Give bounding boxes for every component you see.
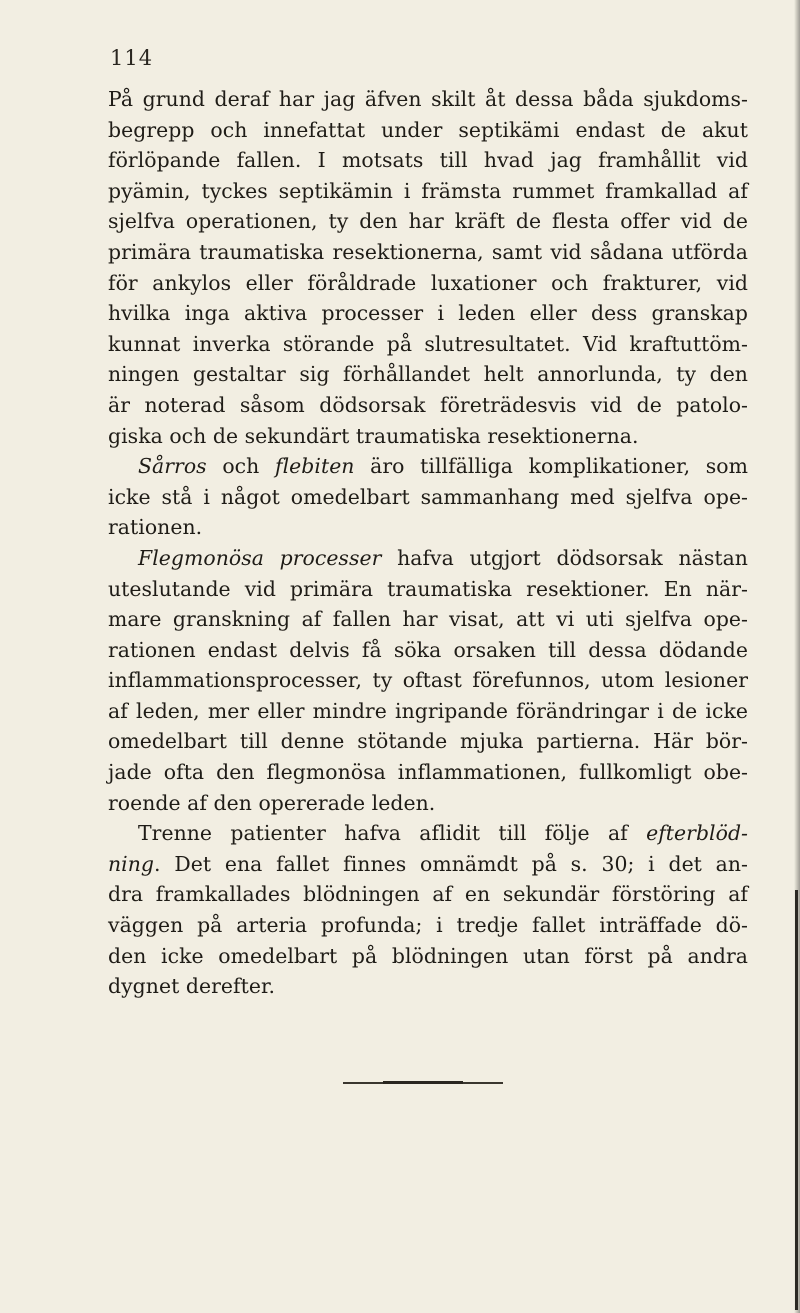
italic-term: flebiten [274,454,355,479]
text-line: På grund deraf har jag äfven skilt åt dessa båda sjukdoms- [108,87,748,111]
text-fragment: Trenne patienter hafva aflidit till följe af [138,821,647,846]
text-line: jade ofta den flegmonösa inflammationen, fullkomligt obe- [108,760,748,785]
text-line: den icke omedelbart på blödningen utan först på andra [108,943,748,968]
text-fragment: äro tillfälliga komplikationer, som [354,454,748,479]
italic-term: Flegmonösa processer [138,545,382,570]
text-fragment: hafva utgjort dödsorsak nästan [381,545,748,570]
text-line: primära traumatiska resektionerna, samt vid sådana utförda [108,239,748,264]
text-line [108,818,748,849]
body-text [108,84,748,1002]
text-line: icke stå i något omedelbart sammanhang med sjelfva ope- [108,484,748,509]
text-line: uteslutande vid primära traumatiska resektioner. En när- [108,576,748,601]
section-divider-rule [343,1082,503,1084]
page-number: 114 [110,46,154,70]
text-line: kunnat inverka störande på slutresultatet. Vid kraftuttöm- [108,331,748,356]
italic-term: ning [108,851,155,876]
text-line: förlöpande fallen. I motsats till hvad jag framhållit vid [108,148,748,173]
text-line: inflammationsprocesser, ty oftast förefunnos, utom lesioner [108,668,748,693]
text-line: af leden, mer eller mindre ingripande förändringar i de icke [108,698,748,723]
text-line: hvilka inga aktiva processer i leden eller dess granskap [108,301,748,326]
text-line: mare granskning af fallen har visat, att vi uti sjelfva ope- [108,607,748,632]
text-line: väggen på arteria profunda; i tredje fallet inträffade dö- [108,913,748,938]
text-line: rationen endast delvis få söka orsaken till dessa dödande [108,637,748,662]
text-line: sjelfva operationen, ty den har kräft de flesta offer vid de [108,209,748,234]
text-line: ningen gestaltar sig förhållandet helt annorlunda, ty den [108,362,748,387]
text-fragment: och [206,454,275,479]
text-line: dra framkallades blödningen af en sekundär förstöring af [108,882,748,907]
text-line [108,543,748,574]
text-line: pyämin, tyckes septikämin i främsta rummet framkallad af [108,178,748,203]
text-line: för ankylos eller föråldrade luxationer och frakturer, vid [108,270,748,295]
text-line [108,451,748,482]
text-line: rationen. [108,515,203,540]
text-line: begrepp och innefattat under septikämi endast de akut [108,117,748,142]
text-line: roende af den opererade leden. [108,790,436,815]
text-line: dygnet derefter. [108,974,276,999]
text-line [108,849,748,880]
italic-term: efterblöd- [646,821,748,846]
text-line: giska och de sekundärt traumatiska resektionerna. [108,423,639,448]
text-fragment: . Det ena fallet finnes omnämdt på s. 30; i det an- [154,851,748,876]
italic-term: Sårros [138,454,207,479]
text-line: är noterad såsom dödsorsak företrädesvis vid de patolo- [108,392,748,417]
page-edge-mark [795,890,798,1310]
text-line: omedelbart till denne stötande mjuka partierna. Här bör- [108,729,748,754]
